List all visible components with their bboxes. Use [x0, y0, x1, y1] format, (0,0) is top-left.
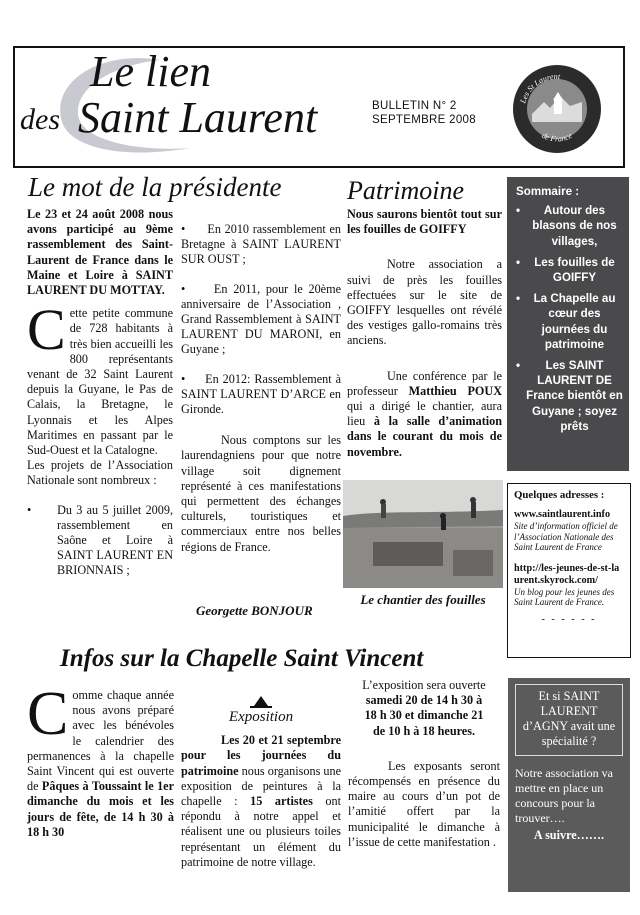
- patrimoine-para2: [347, 369, 502, 460]
- agny-body: Notre association va mettre en place un concours pour la trouver….: [515, 766, 613, 825]
- exposition-open-hours: samedi 20 de 14 h 30 à 18 h 30 et dimanche 21 de 10 h à 18 heures.: [364, 693, 484, 738]
- agny-box: [508, 678, 630, 892]
- photo-caption: Le chantier des fouilles: [360, 592, 486, 607]
- mot-bullet2-text: En 2010 rassemblement en Bretagne à SAINT LAURENT SUR OUST ;: [181, 222, 341, 267]
- exposition-text: Les 20 et 21 septembre pour les journées du patrimoine nous organisons une exposition de peintures à la chapelle : 15 artistes ont répondu à notre appel et réalisent une ou plusieurs toiles représentant un élément du patrimoine de notre village.: [181, 733, 342, 869]
- patrimoine-speaker: Matthieu POUX: [408, 383, 503, 398]
- infos-column-3: [348, 678, 500, 850]
- divider-dashes: - - - - - -: [541, 613, 597, 625]
- bulletin-info: [372, 99, 476, 127]
- mot-bullet3-text: En 2011, pour le 20ème anniversaire de l’Association , Grand Rassemblement à SAINT LAURENT DU MARONI, en Guyane ;: [181, 281, 341, 357]
- mot-bullet1-text: Du 3 au 5 juillet 2009, rassemblement en Saône et Loire à SAINT LAURENT EN BRIONNAIS ;: [57, 502, 173, 578]
- patrimoine-intro: Nous saurons bientôt tout sur les fouilles de GOIFFY: [347, 207, 502, 237]
- sommaire-item: • Les SAINT LAURENT DE France bientôt en Guyane ; soyez prêts: [516, 359, 623, 433]
- mot-bullet4: • En 2012: Rassemblement à SAINT LAURENT D’ARCE en Gironde.: [181, 371, 341, 417]
- sommaire-title: Sommaire :: [516, 185, 580, 198]
- blog-link[interactable]: http://les-jeunes-de-st-laurent.skyrock.com/: [514, 562, 620, 586]
- bulletin-date: SEPTEMBRE 2008: [372, 114, 476, 126]
- infos-column-2: [181, 690, 341, 870]
- mot-bullet2: • En 2010 rassemblement en Bretagne à SAINT LAURENT SUR OUST ;: [181, 222, 341, 267]
- mot-bullet4-label: En 2012:: [205, 371, 251, 386]
- website-link[interactable]: www.saintlaurent.info: [514, 509, 611, 520]
- exposition-dates: Les 20 et 21 septembre pour les journées du patrimoine: [181, 733, 341, 778]
- newsletter-title-line2: Saint Laurent: [78, 93, 318, 142]
- mot-intro: Le 23 et 24 août 2008 nous avons participé au 9ème rassemblement des Saint-Laurent de France dans le Maine et Loire à SAINT LAURENT DU MOTTAY.: [27, 207, 173, 298]
- website-description: Site d’information officiel de l’Association Nationale des Saint Laurent de France: [514, 521, 618, 552]
- exposition-icon: [246, 694, 276, 708]
- patrimoine-text: [347, 207, 502, 460]
- adresses-box: [507, 483, 631, 658]
- mot-para1-text: ette petite commune de 728 habitants à très bien accueilli les 800 représentants venant de 32 Saint Laurent depuis la Guyane, le Pas de Calais, la Bretagne, le Lyonnais et les Alpes Maritimes en passant par le Sud-Ouest et la Catalogne.: [27, 306, 173, 458]
- exposants-text: Les exposants seront récompensés en présence du maire au cours d’un pot de l’amitié offert par la municipalité le dimanche à l’issue de cette manifestation .: [348, 758, 500, 849]
- mot-bullet4-text: Rassemblement à SAINT LAURENT D’ARCE en Gironde.: [181, 371, 341, 417]
- newsletter-title-des: des: [20, 103, 60, 136]
- logo-text-top: Les St Laurent: [518, 71, 561, 105]
- patrimoine-para1: Notre association a suivi de près les fouilles effectuées sur le site de GOIFFY lesquelles ont révélé des vestiges gallo-romains très anciens.: [347, 257, 502, 348]
- infos-column-1: [27, 680, 174, 840]
- sommaire-item: • Les fouilles de GOIFFY: [516, 255, 615, 285]
- patrimoine-para2-b: qui a dirigé le chantier, aura lieu: [347, 399, 502, 429]
- sommaire-item: • Autour des blasons de nos villages,: [516, 204, 617, 248]
- section-heading-mot: Le mot de la présidente: [28, 172, 282, 202]
- mot-column-2: [181, 222, 341, 555]
- mot-bullet3: • En 2011, pour le 20ème anniversaire de l’Association , Grand Rassemblement à SAINT LAURENT DU MARONI, en Guyane ;: [181, 281, 341, 357]
- sommaire-box: [507, 177, 629, 471]
- excavation-photo: [343, 480, 503, 588]
- mot-dropcap: C: [27, 297, 66, 363]
- sommaire-item: • La Chapelle au cœur des journées du patrimoine: [516, 292, 616, 351]
- agny-more: A suivre…….: [533, 828, 605, 842]
- mot-para3: Nous comptons sur les laurendagniens pour que notre village soit dignement représenté à ces manifestations qui permettent des échanges culturels, touristiques et commerciaux entre nos belles régions de France.: [181, 433, 341, 554]
- association-logo: [510, 62, 604, 156]
- section-heading-infos: Infos sur la Chapelle Saint Vincent: [60, 645, 424, 672]
- blog-description: Un blog pour les jeunes des Saint Laurent de France.: [514, 586, 615, 607]
- newsletter-title-line1: Le lien: [90, 47, 211, 96]
- exposition-title: Exposition: [228, 709, 294, 725]
- infos-para1: omme chaque année nous avons préparé avec les bénévoles le calendrier des permanences à la chapelle Saint Vincent qui est ouverte de: [27, 688, 174, 794]
- signature: Georgette BONJOUR: [196, 603, 313, 618]
- patrimoine-venue: à la salle d’animation dans le courant du mois de novembre.: [347, 414, 503, 459]
- infos-opening-hours: Pâques à Toussaint le 1er dimanche du mois et les jours de fête, de 14 h 30 à 18 h 30: [27, 779, 174, 839]
- infos-dropcap: C: [27, 680, 69, 748]
- mot-column-1: [27, 207, 173, 579]
- section-heading-patrimoine: Patrimoine: [347, 176, 464, 205]
- exposition-artists: 15 artistes: [250, 794, 313, 809]
- adresses-title: Quelques adresses :: [514, 489, 605, 501]
- exposition-open-intro: L’exposition sera ouverte: [362, 678, 486, 692]
- mot-para1: [27, 297, 173, 458]
- agny-title: Et si SAINT LAURENT d’AGNY avait une spécialité ?: [515, 684, 623, 756]
- bulletin-number: BULLETIN N° 2: [372, 100, 457, 112]
- mot-para2: Les projets de l’Association Nationale sont nombreux :: [27, 458, 173, 488]
- logo-text-bottom: de France: [540, 130, 574, 144]
- mot-bullet1: • Du 3 au 5 juillet 2009, rassemblement en Saône et Loire à SAINT LAURENT EN BRIONNAIS ;: [27, 502, 173, 578]
- patrimoine-para2-a: Une conférence par le professeur: [347, 368, 502, 398]
